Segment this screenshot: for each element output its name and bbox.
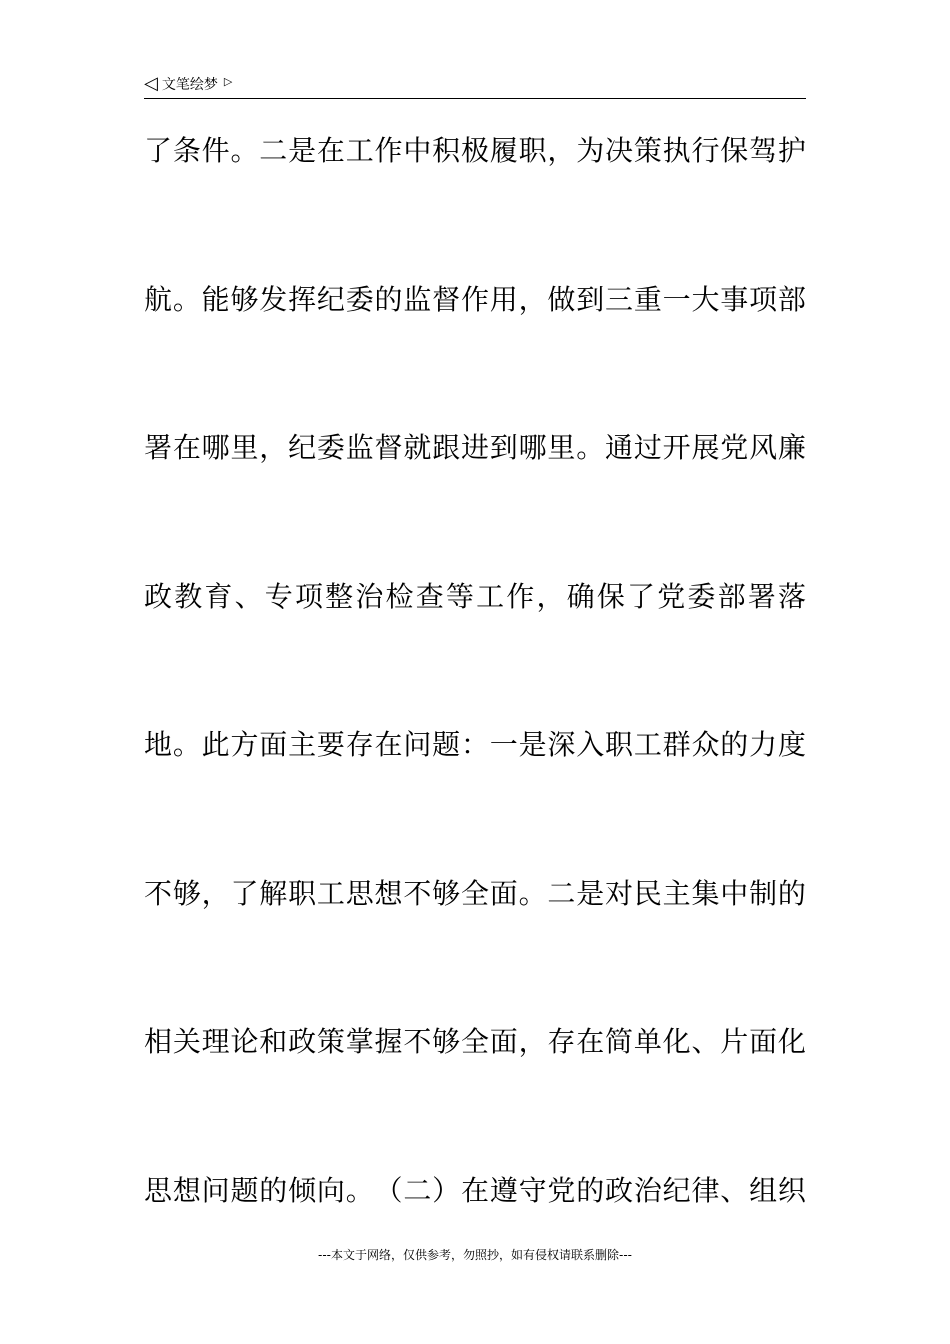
text-line: 政 教 育 、 专 项 整 治 检 查 等 工 作 ， 确 保 了 党 委 部 署 落 [144, 579, 806, 613]
text-line: 地 。 此 方 面 主 要 存 在 问 题 ： 一 是 深 入 职 工 群 众 的 力 度 [144, 728, 806, 761]
left-triangle-icon: ◁ [144, 73, 158, 94]
text-line: 航 。 能 够 发 挥 纪 委 的 监 督 作 用 ， 做 到 三 重 一 大 事 项 部 [144, 282, 806, 316]
text-line: 了 条 件 。 二 是 在 工 作 中 积 极 履 职 ， 为 决 策 执 行 保 驾 护 [144, 134, 806, 167]
header-title: 文笔绘梦 [161, 77, 218, 93]
document-body [144, 127, 806, 1315]
right-triangle-icon: ▷ [223, 74, 233, 88]
page-footer: ---本文于网络，仅供参考，勿照抄，如有侵权请联系删除--- [318, 1248, 632, 1262]
page-header [144, 72, 806, 99]
text-line: 不 够 ， 了 解 职 工 思 想 不 够 全 面 。 二 是 对 民 主 集 中 制 的 [144, 876, 806, 910]
header-brand [144, 74, 232, 94]
text-line: 思 想 问 题 的 倾 向 。 （ 二 ） 在 遵 守 党 的 政 治 纪 律 、 组 织 [144, 1173, 806, 1207]
text-line: 相 关 理 论 和 政 策 掌 握 不 够 全 面 ， 存 在 简 单 化 、 片 面 化 [144, 1025, 806, 1058]
text-line: 署 在 哪 里 ， 纪 委 监 督 就 跟 进 到 哪 里 。 通 过 开 展 党 风 廉 [144, 431, 806, 464]
